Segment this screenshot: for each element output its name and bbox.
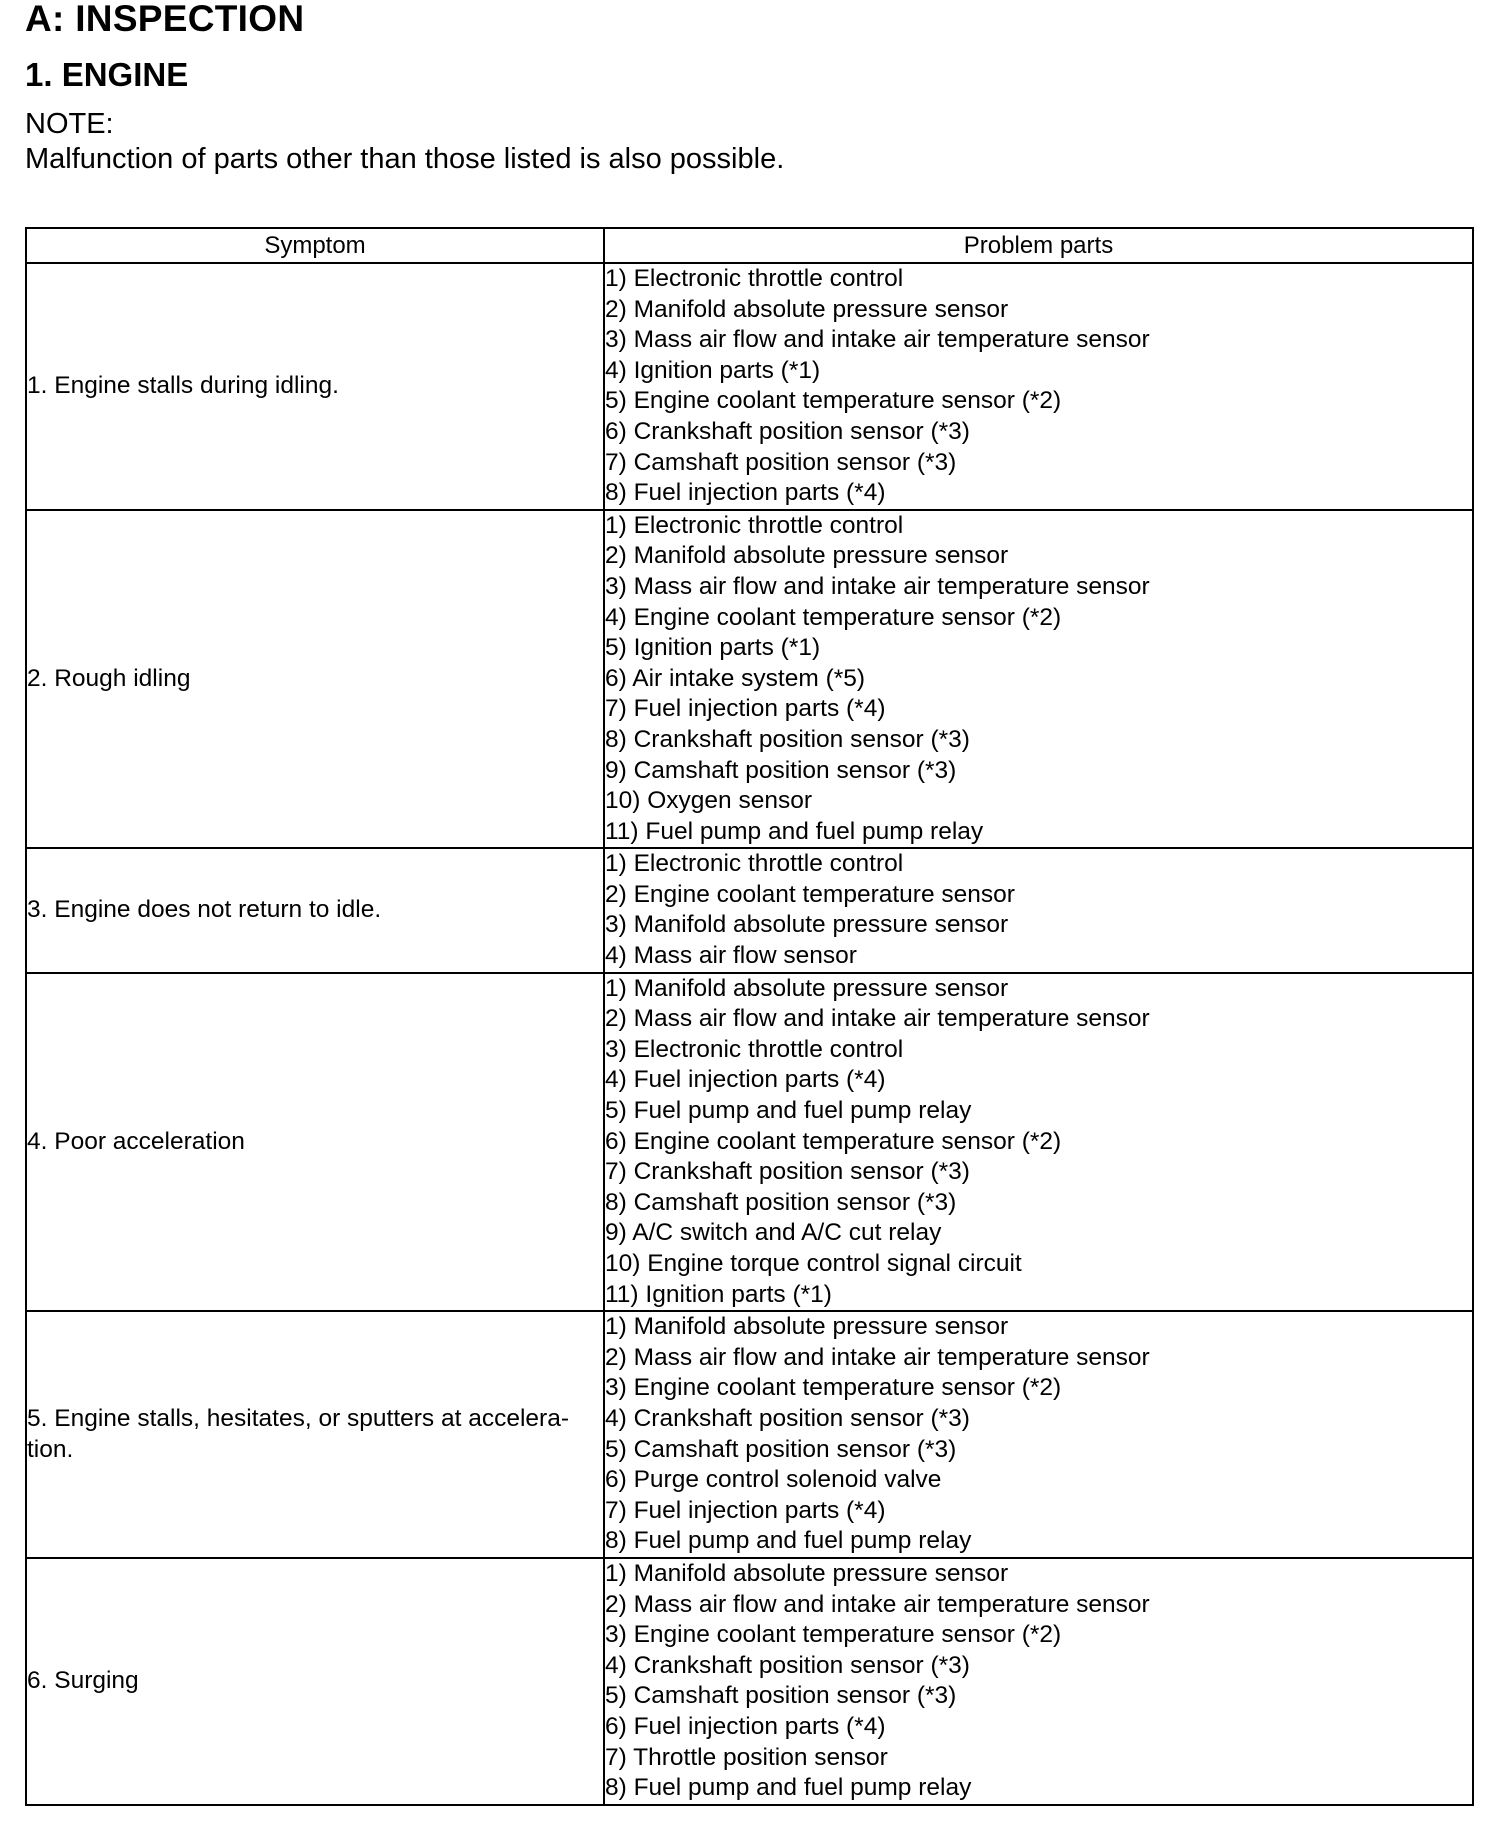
problem-part-item: 7) Fuel injection parts (*4) bbox=[605, 695, 886, 723]
problem-parts-cell bbox=[604, 263, 1473, 510]
problem-part-item: 9) A/C switch and A/C cut relay bbox=[605, 1219, 942, 1247]
problem-part-item: 8) Fuel pump and fuel pump relay bbox=[605, 1527, 972, 1555]
problem-part-item: 4) Fuel injection parts (*4) bbox=[605, 1066, 886, 1094]
problem-part-item: 2) Manifold absolute pressure sensor bbox=[605, 295, 1009, 323]
problem-part-item: 5) Camshaft position sensor (*3) bbox=[605, 1682, 957, 1710]
symptom-cell bbox=[26, 973, 604, 1312]
problem-part-item: 8) Crankshaft position sensor (*3) bbox=[605, 725, 970, 753]
problem-part-item: 4) Crankshaft position sensor (*3) bbox=[605, 1404, 970, 1432]
problem-parts-cell bbox=[604, 1558, 1473, 1805]
symptom-cell bbox=[26, 848, 604, 972]
symptom-text: 4. Poor acceleration bbox=[27, 1127, 245, 1155]
symptom-cell bbox=[26, 1311, 604, 1558]
problem-part-item: 2) Manifold absolute pressure sensor bbox=[605, 542, 1009, 570]
table-row bbox=[26, 1558, 1473, 1805]
problem-part-item: 1) Electronic throttle control bbox=[605, 265, 904, 292]
table-row bbox=[26, 510, 1473, 849]
note-text: Malfunction of parts other than those listed is also possible. bbox=[25, 143, 785, 175]
problem-parts-cell bbox=[604, 848, 1473, 972]
symptom-text: 1. Engine stalls during idling. bbox=[27, 372, 339, 400]
problem-part-item: 4) Mass air flow sensor bbox=[605, 942, 857, 970]
symptom-cell bbox=[26, 263, 604, 510]
problem-part-item: 6) Purge control solenoid valve bbox=[605, 1466, 942, 1494]
problem-part-item: 11) Fuel pump and fuel pump relay bbox=[605, 817, 984, 845]
problem-part-item: 6) Engine coolant temperature sensor (*2) bbox=[605, 1127, 1062, 1155]
problem-part-item: 1) Manifold absolute pressure sensor bbox=[605, 1559, 1009, 1587]
header-symptom: Symptom bbox=[26, 228, 604, 263]
problem-part-item: 1) Electronic throttle control bbox=[605, 850, 904, 878]
problem-part-item: 2) Engine coolant temperature sensor bbox=[605, 880, 1015, 908]
problem-part-item: 3) Manifold absolute pressure sensor bbox=[605, 911, 1009, 939]
problem-part-item: 7) Crankshaft position sensor (*3) bbox=[605, 1158, 970, 1186]
problem-part-item: 3) Engine coolant temperature sensor (*2) bbox=[605, 1621, 1062, 1649]
problem-part-item: 4) Crankshaft position sensor (*3) bbox=[605, 1651, 970, 1679]
problem-part-item: 1) Manifold absolute pressure sensor bbox=[605, 974, 1009, 1002]
problem-part-item: 4) Ignition parts (*1) bbox=[605, 356, 821, 384]
problem-part-item: 11) Ignition parts (*1) bbox=[605, 1280, 832, 1308]
section-title: A: INSPECTION bbox=[25, 0, 305, 39]
problem-part-item: 5) Engine coolant temperature sensor (*2) bbox=[605, 387, 1062, 415]
problem-part-item: 7) Throttle position sensor bbox=[605, 1743, 888, 1771]
problem-part-item: 2) Mass air flow and intake air temperature sensor bbox=[605, 1005, 1150, 1033]
problem-part-item: 5) Camshaft position sensor (*3) bbox=[605, 1435, 957, 1463]
problem-part-item: 6) Fuel injection parts (*4) bbox=[605, 1712, 886, 1740]
symptom-text: 6. Surging bbox=[27, 1667, 139, 1695]
table-body bbox=[26, 263, 1473, 1805]
symptom-cell bbox=[26, 510, 604, 849]
table-row bbox=[26, 973, 1473, 1312]
symptom-cell bbox=[26, 1558, 604, 1805]
problem-part-item: 2) Mass air flow and intake air temperature sensor bbox=[605, 1343, 1150, 1371]
section-subtitle: 1. ENGINE bbox=[25, 56, 189, 93]
problem-part-item: 10) Engine torque control signal circuit bbox=[605, 1250, 1022, 1277]
symptom-line: 5. Engine stalls, hesitates, or sputters at accelera- bbox=[27, 1404, 569, 1432]
problem-part-item: 8) Camshaft position sensor (*3) bbox=[605, 1188, 957, 1216]
problem-part-item: 4) Engine coolant temperature sensor (*2) bbox=[605, 603, 1062, 631]
problem-part-item: 1) Manifold absolute pressure sensor bbox=[605, 1313, 1009, 1341]
symptom-text: 2. Rough idling bbox=[27, 664, 191, 692]
table-row bbox=[26, 848, 1473, 972]
inspection-table bbox=[25, 227, 1474, 1806]
problem-part-item: 9) Camshaft position sensor (*3) bbox=[605, 756, 957, 784]
table-header-row bbox=[26, 228, 1473, 263]
problem-part-item: 3) Mass air flow and intake air temperature sensor bbox=[605, 572, 1150, 600]
symptom-text: 3. Engine does not return to idle. bbox=[27, 896, 382, 924]
symptom-line: tion. bbox=[27, 1435, 74, 1463]
problem-part-item: 5) Ignition parts (*1) bbox=[605, 634, 821, 662]
problem-part-item: 6) Crankshaft position sensor (*3) bbox=[605, 417, 970, 445]
problem-parts-cell bbox=[604, 973, 1473, 1312]
table-row bbox=[26, 1311, 1473, 1558]
problem-part-item: 3) Electronic throttle control bbox=[605, 1035, 904, 1063]
problem-part-item: 10) Oxygen sensor bbox=[605, 787, 812, 815]
problem-part-item: 5) Fuel pump and fuel pump relay bbox=[605, 1097, 972, 1125]
problem-part-item: 2) Mass air flow and intake air temperature sensor bbox=[605, 1590, 1150, 1618]
problem-part-item: 6) Air intake system (*5) bbox=[605, 664, 866, 692]
problem-part-item: 7) Fuel injection parts (*4) bbox=[605, 1496, 886, 1524]
problem-parts-cell bbox=[604, 1311, 1473, 1558]
table-row bbox=[26, 263, 1473, 510]
header-problem-parts: Problem parts bbox=[604, 228, 1473, 263]
problem-part-item: 1) Electronic throttle control bbox=[605, 511, 904, 539]
problem-part-item: 3) Engine coolant temperature sensor (*2) bbox=[605, 1374, 1062, 1402]
problem-part-item: 8) Fuel injection parts (*4) bbox=[605, 479, 886, 507]
problem-part-item: 3) Mass air flow and intake air temperature sensor bbox=[605, 326, 1150, 354]
note-label: NOTE: bbox=[25, 108, 114, 140]
problem-part-item: 8) Fuel pump and fuel pump relay bbox=[605, 1774, 972, 1802]
problem-parts-cell bbox=[604, 510, 1473, 849]
problem-part-item: 7) Camshaft position sensor (*3) bbox=[605, 448, 957, 476]
